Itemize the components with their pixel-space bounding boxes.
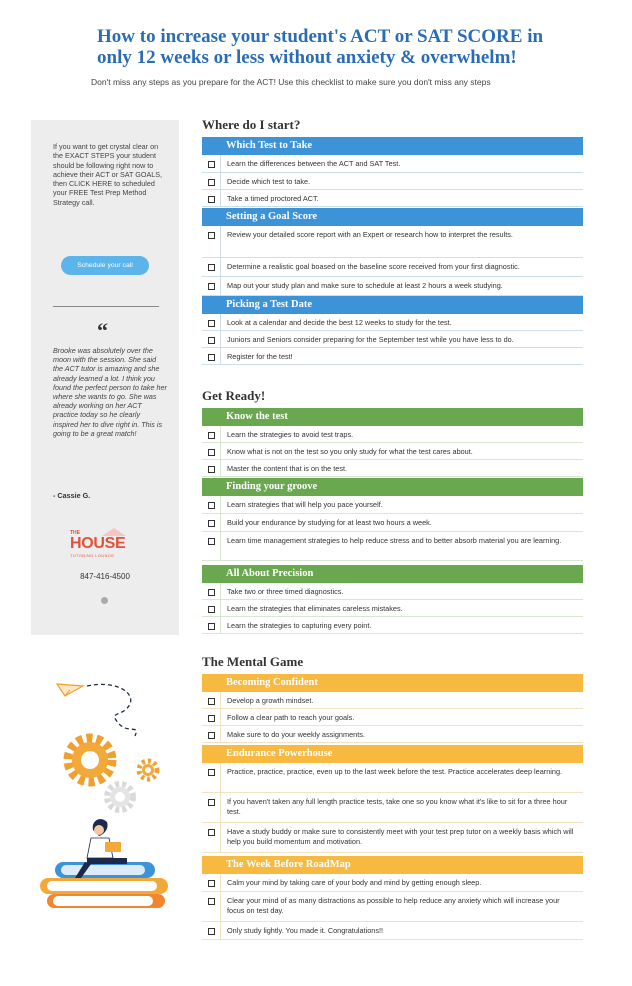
checklist-header: Endurance Powerhouse: [202, 745, 583, 763]
checklist-row: [202, 348, 583, 365]
checkbox[interactable]: [208, 829, 215, 836]
checklist-header: Know the test: [202, 408, 583, 426]
checklist-item-text: Learn the differences between the ACT and SAT Test.: [227, 159, 401, 168]
checklist-item-text: Calm your mind by taking care of your body and mind by getting enough sleep.: [227, 878, 482, 887]
checkbox[interactable]: [208, 337, 215, 344]
checklist-confident: [202, 674, 583, 743]
checklist-row: [202, 709, 583, 726]
study-illustration: [35, 672, 185, 922]
sidebar-text[interactable]: If you want to get crystal clear on the EXACT STEPS your student should be following right now to achieve their ACT or SAT GOALS, then CLICK HERE to scheduled your FREE Test Prep Method Strategy call.: [53, 142, 163, 207]
checklist-item-text: Juniors and Seniors consider preparing for the September test while you have less to do.: [227, 335, 514, 344]
checklist-test-date: [202, 296, 583, 365]
checkbox[interactable]: [208, 520, 215, 527]
checklist-row: [202, 892, 583, 922]
checklist-item-text: Master the content that is on the test.: [227, 464, 348, 473]
checklist-header: The Week Before RoadMap: [202, 856, 583, 874]
checklist-item-text: Review your detailed score report with an Expert or research how to interpret the results.: [227, 230, 513, 239]
paper-plane-icon: [57, 684, 83, 696]
checklist-row: [202, 763, 583, 793]
logo-the: THE: [70, 530, 80, 536]
section-title-start: Where do I start?: [202, 117, 301, 132]
checklist-row: [202, 277, 583, 296]
checklist-item-text: Learn time management strategies to help reduce stress and to better absorb material you are learning.: [227, 536, 562, 545]
checkbox[interactable]: [208, 623, 215, 630]
gear-icon: [139, 761, 157, 779]
testimonial-text: Brooke was absolutely over the moon with the session. She said the ACT tutor is amazing and she already learned a lot. I think you found the perfect person to take her where she wants to go. She was already working on her ACT practice today so he clearly inspired her to dive right in. This is going to be a great match!: [53, 346, 167, 438]
checkbox[interactable]: [208, 715, 215, 722]
checklist-row: [202, 331, 583, 348]
checklist-item-text: Know what is not on the test so you only study for what the test cares about.: [227, 447, 473, 456]
checkbox[interactable]: [208, 432, 215, 439]
checklist-item-text: Determine a realistic goal boased on the baseline score received from your first diagnostic.: [227, 262, 520, 271]
checkbox[interactable]: [208, 466, 215, 473]
checklist-item-text: Practice, practice, practice, even up to the last week before the test. Practice accelerates deep learning.: [227, 767, 563, 776]
checklist-row: [202, 532, 583, 561]
checklist-row: [202, 460, 583, 477]
checklist-item-text: Decide which test to take.: [227, 177, 311, 186]
checklist-row: [202, 583, 583, 600]
checkbox[interactable]: [208, 606, 215, 613]
checklist-item-text: Learn strategies that will help you pace yourself.: [227, 500, 383, 509]
checklist-row: [202, 793, 583, 823]
checklist-item-text: Follow a clear path to reach your goals.: [227, 713, 355, 722]
logo-subtitle: TUTORING LOUNGE: [70, 554, 115, 558]
divider: [53, 306, 159, 307]
checklist-item-text: Map out your study plan and make sure to schedule at least 2 hours a week studying.: [227, 281, 503, 290]
phone-number: 847-416-4500: [80, 572, 130, 581]
checkbox[interactable]: [208, 283, 215, 290]
checkbox[interactable]: [208, 179, 215, 186]
checklist-groove: [202, 478, 583, 561]
checklist-row: [202, 726, 583, 743]
checklist-row: [202, 823, 583, 853]
checklist-row: [202, 155, 583, 173]
checklist-row: [202, 514, 583, 532]
section-title-ready: Get Ready!: [202, 388, 266, 403]
checklist-item-text: If you haven't taken any full length practice tests, take one so you know what it's like to sit for a three hour test.: [227, 797, 568, 816]
checkbox[interactable]: [208, 898, 215, 905]
checklist-item-text: Register for the test!: [227, 352, 293, 361]
checkbox[interactable]: [208, 928, 215, 935]
checklist-item-text: Learn the strategies to capturing every point.: [227, 621, 372, 630]
checklist-row: [202, 190, 583, 207]
checkbox[interactable]: [208, 320, 215, 327]
checkbox[interactable]: [208, 232, 215, 239]
checklist-header: Finding your groove: [202, 478, 583, 496]
checkbox[interactable]: [208, 449, 215, 456]
gear-icon: [107, 784, 133, 810]
checkbox[interactable]: [208, 698, 215, 705]
checklist-header: Becoming Confident: [202, 674, 583, 692]
checkbox[interactable]: [208, 196, 215, 203]
checkbox[interactable]: [208, 799, 215, 806]
checkbox[interactable]: [208, 732, 215, 739]
checklist-endurance: [202, 745, 583, 853]
checklist-row: [202, 258, 583, 277]
checklist-row: [202, 617, 583, 634]
checklist-header: All About Precision: [202, 565, 583, 583]
section-title-mental: The Mental Game: [202, 654, 304, 669]
schedule-call-button[interactable]: Schedule your call: [61, 256, 149, 275]
checklist-row: [202, 314, 583, 331]
checkbox[interactable]: [208, 538, 215, 545]
checklist-item-text: Build your endurance by studying for at least two hours a week.: [227, 518, 432, 527]
checklist-item-text: Only study lightly. You made it. Congratulations!!: [227, 926, 384, 935]
checkbox[interactable]: [208, 502, 215, 509]
checklist-item-text: Take two or three timed diagnostics.: [227, 587, 344, 596]
slider-dot[interactable]: [101, 597, 108, 604]
checklist-item-text: Clear your mind of as many distractions as possible to help reduce any anxiety which will increase your focus on test day.: [227, 896, 560, 915]
checkbox[interactable]: [208, 589, 215, 596]
page-title: How to increase your student's ACT or SAT SCORE in only 12 weeks or less without anxiety & overwhelm!: [97, 26, 544, 68]
checklist-item-text: Learn the strategies to avoid test traps.: [227, 430, 354, 439]
logo-house: HOUSE: [70, 535, 126, 552]
sidebar: [31, 120, 179, 635]
checkbox[interactable]: [208, 354, 215, 361]
checklist-item-text: Take a timed proctored ACT.: [227, 194, 319, 203]
checklist-item-text: Look at a calendar and decide the best 12 weeks to study for the test.: [227, 318, 452, 327]
checklist-header: Which Test to Take: [202, 137, 583, 155]
checklist-row: [202, 692, 583, 709]
checklist-item-text: Develop a growth mindset.: [227, 696, 314, 705]
checklist-row: [202, 600, 583, 617]
checklist-precision: [202, 565, 583, 634]
checklist-item-text: Learn the strategies that eliminates careless mistakes.: [227, 604, 403, 613]
checklist-header: Picking a Test Date: [202, 296, 583, 314]
checklist-row: [202, 443, 583, 460]
books-stack: [40, 862, 168, 908]
checkbox[interactable]: [208, 880, 215, 887]
checklist-item-text: Make sure to do your weekly assignments.: [227, 730, 365, 739]
checklist-goal-score: [202, 208, 583, 296]
testimonial-author: - Cassie G.: [53, 491, 91, 500]
checklist-item-text: Have a study buddy or make sure to consistently meet with your test prep tutor on a weekly basis which will help you build momentum and motivation.: [227, 827, 574, 846]
checklist-know-test: [202, 408, 583, 477]
checkbox[interactable]: [208, 769, 215, 776]
gear-icon: [68, 738, 112, 782]
intro-text: Don't miss any steps as you prepare for the ACT! Use this checklist to make sure you don't miss any steps: [91, 77, 491, 87]
quote-icon: “: [97, 318, 108, 343]
checklist-which-test: [202, 137, 583, 207]
checkbox[interactable]: [208, 161, 215, 168]
checkbox[interactable]: [208, 264, 215, 271]
checklist-row: [202, 426, 583, 443]
checklist-week-before: [202, 856, 583, 940]
checklist-row: [202, 496, 583, 514]
checklist-row: [202, 874, 583, 892]
checklist-row: [202, 173, 583, 190]
checklist-row: [202, 922, 583, 940]
house-logo: [68, 530, 148, 570]
checklist-row: [202, 226, 583, 258]
checklist-header: Setting a Goal Score: [202, 208, 583, 226]
